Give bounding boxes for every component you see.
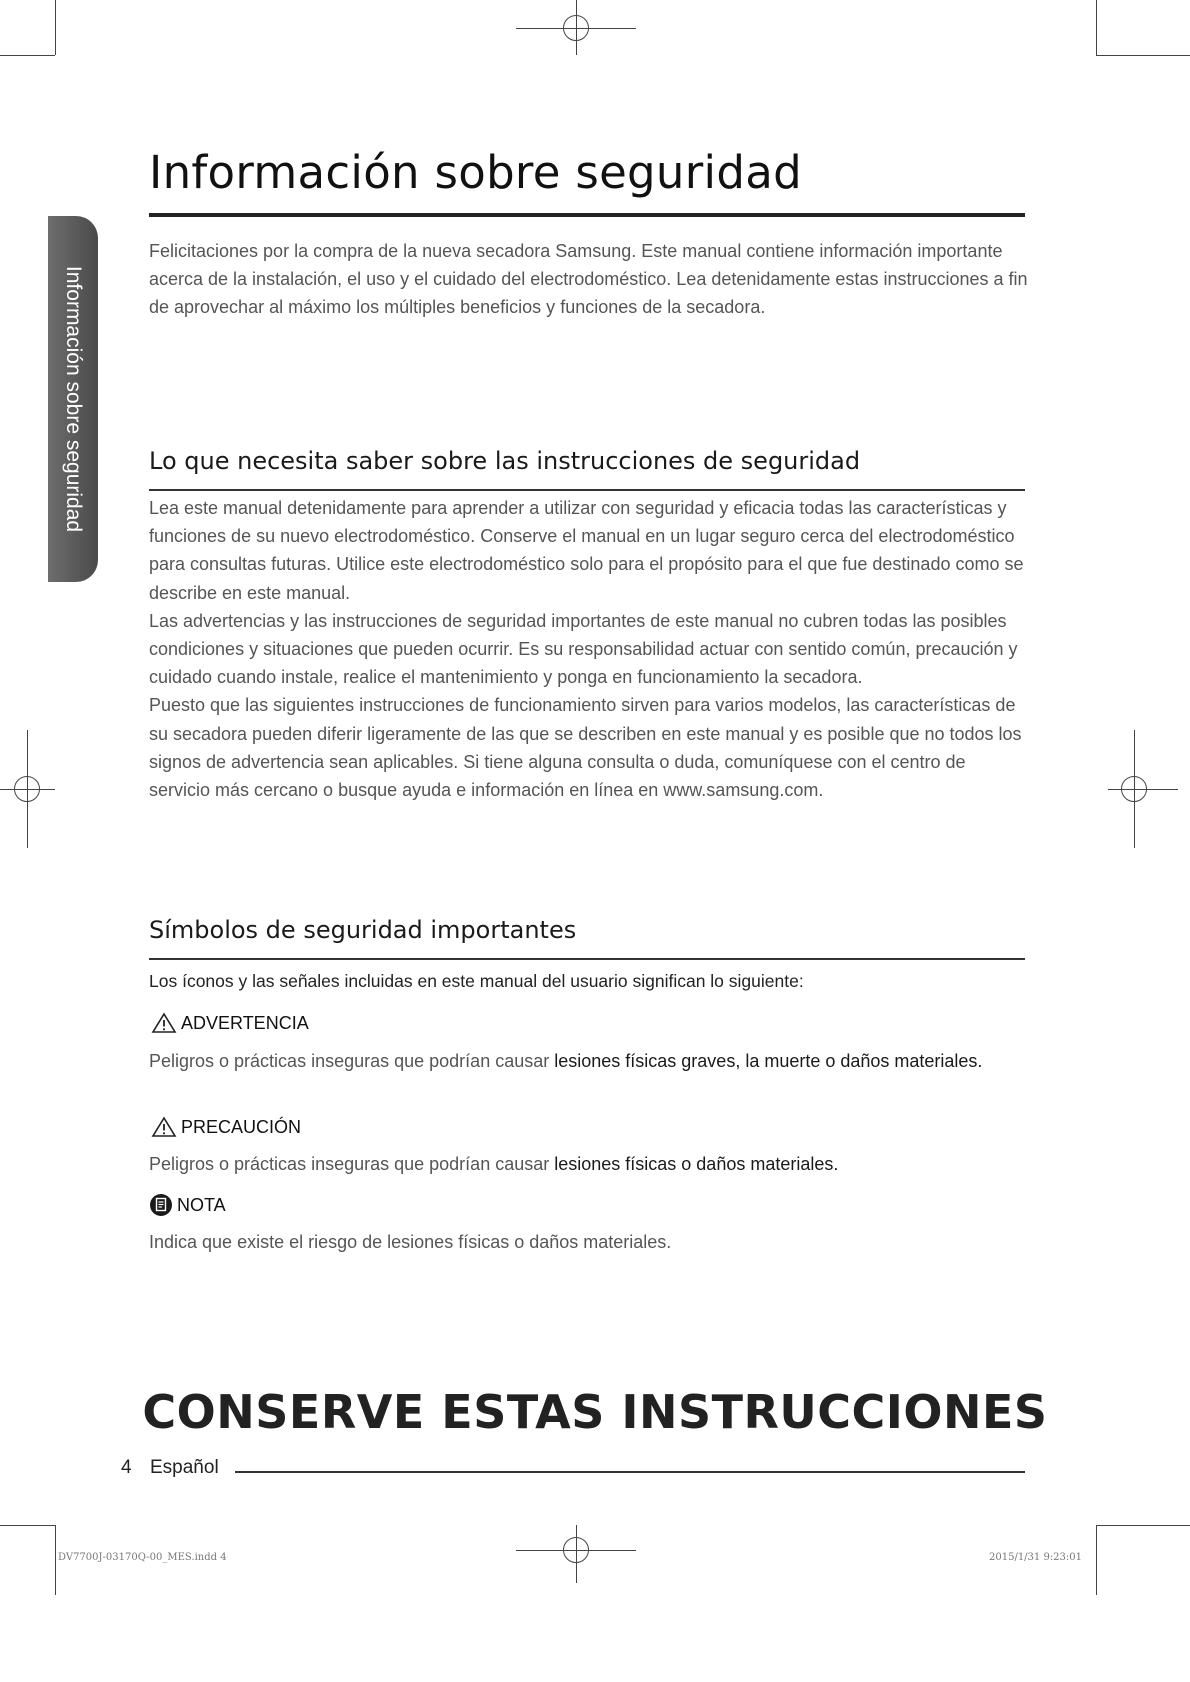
footer-language: Español [150,1457,219,1478]
section-rule [149,489,1025,491]
page-number: 4 [121,1457,132,1478]
intro-paragraph: Felicitaciones por la compra de la nueva secadora Samsung. Este manual contiene información importante acerca de la instalación, el uso y el cuidado del electrodoméstico. Lea detenidamente estas instrucciones a fin de aprovechar al máximo los múltiples beneficios y funciones de la secadora. [149,241,1028,318]
section-heading-instructions: Lo que necesita saber sobre las instrucciones de seguridad [149,447,861,475]
registration-circle [14,776,40,802]
crop-mark [1096,1525,1190,1526]
crop-mark [1096,0,1097,55]
crop-mark [55,1525,56,1595]
warning-description [149,1047,989,1075]
caution-description [149,1150,1029,1178]
section-heading-symbols: Símbolos de seguridad importantes [149,916,577,944]
caution-label: PRECAUCIÓN [181,1116,302,1137]
warning-desc-emphasis: lesiones físicas graves, la muerte o daños materiales. [554,1051,983,1071]
crop-mark [55,0,56,55]
note-label-row [149,1193,226,1217]
warning-triangle-icon [151,1012,177,1034]
caution-triangle-icon [151,1116,177,1138]
crop-mark [0,1525,55,1526]
save-instructions-banner: CONSERVE ESTAS INSTRUCCIONES [142,1385,1048,1439]
note-icon [149,1193,173,1217]
crop-mark [0,55,55,56]
paragraph: Puesto que las siguientes instrucciones de funcionamiento sirven para varios modelos, las características de su secadora pueden diferir ligeramente de las que se describen en este manual y es posible que no todos los signos de advertencia sean aplicables. Si tiene alguna consulta o duda, comuníquese con el centro de servicio más cercano o busque ayuda e información en línea en www.samsung.com. [149,695,1022,801]
warning-label: ADVERTENCIA [181,1012,309,1033]
registration-circle [1121,776,1147,802]
side-tab-label: Información sobre seguridad [62,265,85,533]
caution-desc-emphasis: lesiones físicas o daños materiales. [554,1154,839,1174]
footer-rule [235,1471,1025,1473]
paragraph: Lea este manual detenidamente para aprender a utilizar con seguridad y eficacia todas las características y funciones de su nuevo electrodoméstico. Conserve el manual en un lugar seguro cerca del electrodoméstico para consultas futuras. Utilice este electrodoméstico solo para el propósito para el que fue destinado como se describe en este manual. [149,498,1024,603]
warning-desc-text: Peligros o prácticas inseguras que podrían causar [149,1051,555,1071]
crop-mark [1096,55,1190,56]
warning-label-row [151,1012,309,1034]
title-rule [149,213,1025,217]
caution-desc-text: Peligros o prácticas inseguras que podrían causar [149,1154,555,1174]
registration-circle [563,15,589,41]
registration-circle [563,1537,589,1563]
crop-mark [1096,1525,1097,1595]
section-rule [149,958,1025,960]
paragraph: Las advertencias y las instrucciones de seguridad importantes de este manual no cubren todas las posibles condiciones y situaciones que pueden ocurrir. Es su responsabilidad actuar con sentido común, precaución y cuidado cuando instale, realice el mantenimiento y ponga en funcionamiento la secadora. [149,610,1018,688]
section-side-tab [48,216,98,582]
symbols-intro: Los íconos y las señales incluidas en este manual del usuario significan lo siguiente: [149,971,804,991]
section1-body [149,494,1029,804]
note-label: NOTA [177,1194,226,1215]
print-slug-date: 2015/1/31 9:23:01 [989,1552,1083,1563]
print-slug-file: DV7700J-03170Q-00_MES.indd 4 [58,1552,227,1563]
caution-label-row [151,1116,301,1138]
page-title: Información sobre seguridad [149,146,802,199]
note-description: Indica que existe el riesgo de lesiones físicas o daños materiales. [149,1232,672,1252]
